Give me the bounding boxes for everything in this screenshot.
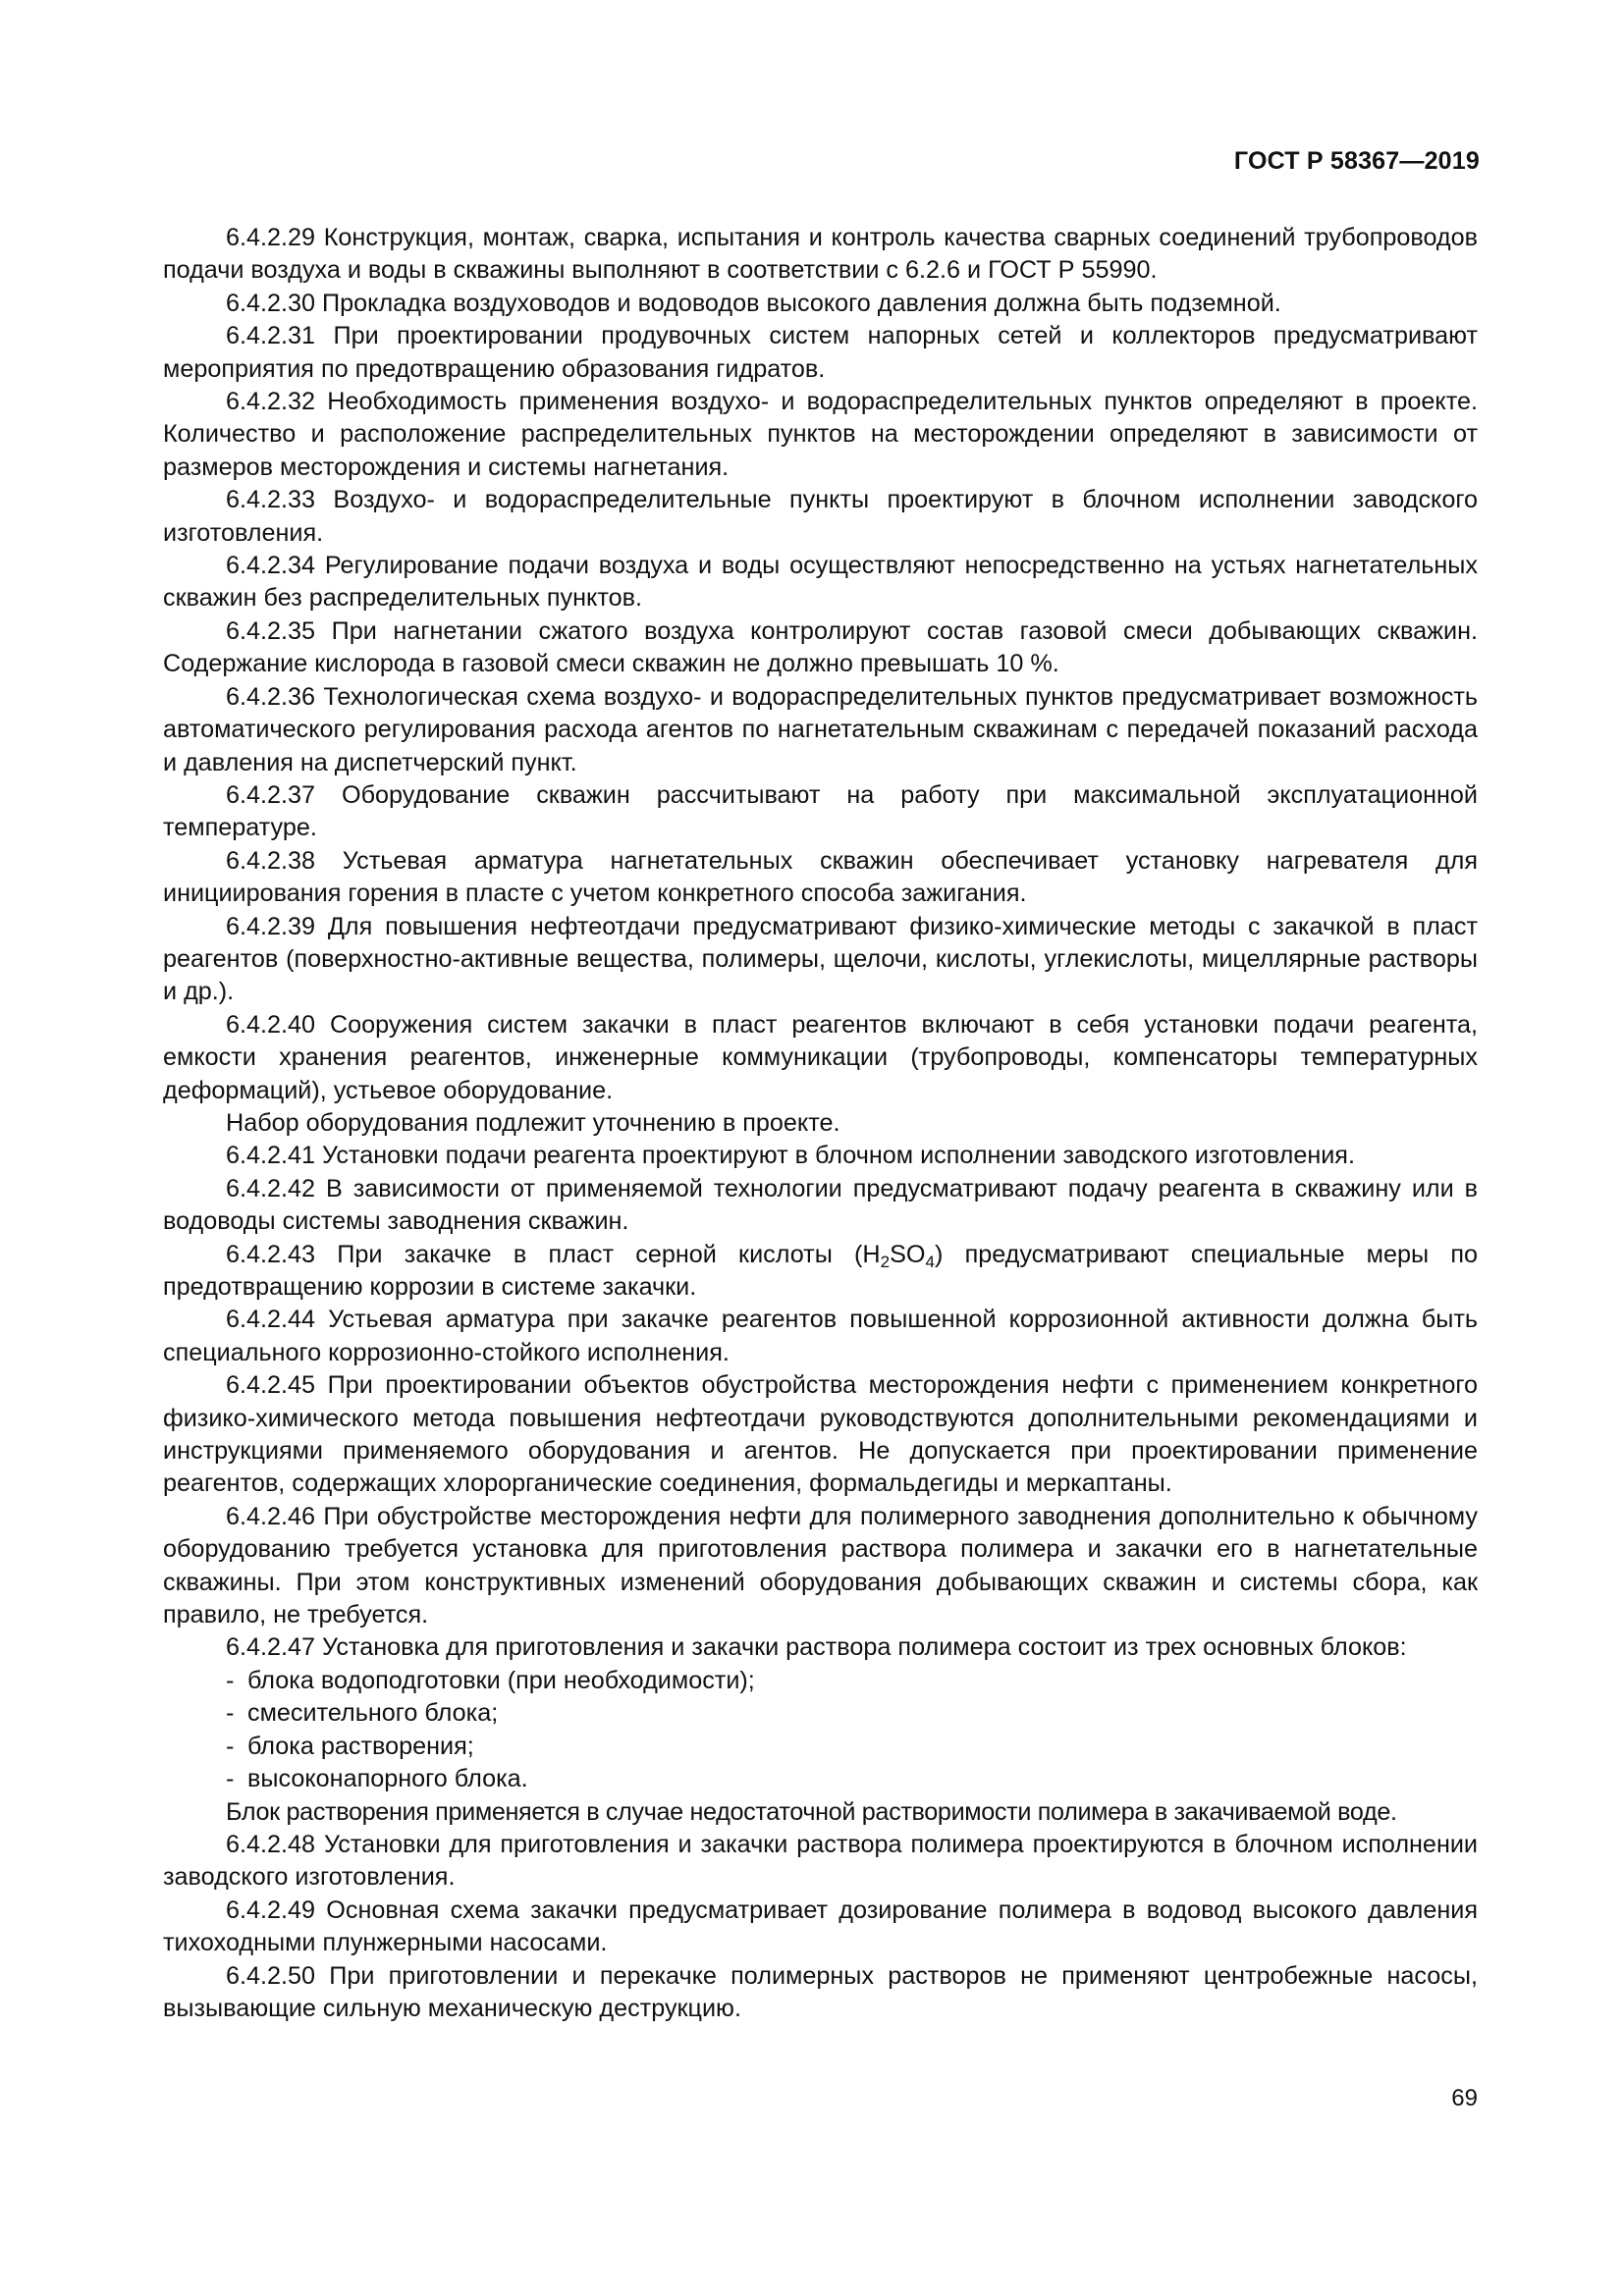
list-item-text: высоконапорного блока. xyxy=(247,1765,528,1793)
paragraph-6-4-2-31: 6.4.2.31 При проектировании продувочных систем напорных сетей и коллекторов предусматривают мероприятия по предотвращению образования гидратов. xyxy=(163,322,1478,383)
paragraph-6-4-2-35: 6.4.2.35 При нагнетании сжатого воздуха контролируют состав газовой смеси добывающих скважин. Содержание кислорода в газовой смеси скважин не должно превышать 10 %. xyxy=(163,616,1478,678)
paragraph-6-4-2-47: 6.4.2.47 Установка для приготовления и закачки раствора полимера состоит из трех основных блоков: xyxy=(226,1633,1407,1662)
paragraph-equipment-set-note: Набор оборудования подлежит уточнению в проекте. xyxy=(226,1108,840,1137)
paragraph-dissolution-block-note: Блок растворения применяется в случае недостаточной растворимости полимера в закачиваемой воде. xyxy=(226,1797,1397,1826)
paragraph-6-4-2-40: 6.4.2.40 Сооружения систем закачки в пласт реагентов включают в себя установки подачи реагента, емкости хранения реагентов, инженерные коммуникации (трубопроводы, компенсаторы температурных деформаций), устьевое оборудование. xyxy=(163,1010,1478,1104)
list-item xyxy=(163,1731,1478,1763)
paragraph-6-4-2-34: 6.4.2.34 Регулирование подачи воздуха и воды осуществляют непосредственно на устьях нагнетательных скважин без распределительных пунктов. xyxy=(163,552,1478,613)
paragraph-6-4-2-43 xyxy=(163,1239,1478,1305)
paragraph-6-4-2-30: 6.4.2.30 Прокладка воздуховодов и водоводов высокого давления должна быть подземной. xyxy=(226,289,1281,317)
list-dash: - xyxy=(226,1732,235,1760)
list-dash: - xyxy=(226,1666,235,1694)
list-item-text: блока водоподготовки (при необходимости); xyxy=(247,1666,755,1694)
list-dash: - xyxy=(226,1699,235,1728)
paragraph-6-4-2-37: 6.4.2.37 Оборудование скважин рассчитывают на работу при максимальной эксплуатационной температуре. xyxy=(163,780,1478,842)
document-body xyxy=(163,222,1478,2025)
paragraph-6-4-2-45: 6.4.2.45 При проектировании объектов обустройства месторождения нефти с применением конкретного физико-химического метода повышения нефтеотдачи руководствуются дополнительными рекомендациями и инструкциями применяемого оборудования и агентов. Не допускается при проектировании применение реагентов, содержащих хлорорганические соединения, формальдегиды и меркаптаны. xyxy=(163,1371,1478,1498)
paragraph-6-4-2-36: 6.4.2.36 Технологическая схема воздухо- и водораспределительных пунктов предусматривает возможность автоматического регулирования расхода агентов по нагнетательным скважинам с передачей показаний расхода и давления на диспетчерский пункт. xyxy=(163,682,1478,776)
paragraph-6-4-2-42: 6.4.2.42 В зависимости от применяемой технологии предусматривают подачу реагента в скважину или в водоводы системы заводнения скважин. xyxy=(163,1174,1478,1236)
sulfuric-text-after: ) предусматривают специальные меры по предотвращению коррозии в системе закачки. xyxy=(163,1240,1478,1301)
list-item xyxy=(163,1697,1478,1730)
list-item xyxy=(163,1665,1478,1697)
paragraph-6-4-2-38: 6.4.2.38 Устьевая арматура нагнетательных скважин обеспечивает установку нагревателя для инициирования горения в пласте с учетом конкретного способа зажигания. xyxy=(163,846,1478,908)
paragraph-6-4-2-44: 6.4.2.44 Устьевая арматура при закачке реагентов повышенной коррозионной активности должна быть специального коррозионно-стойкого исполнения. xyxy=(163,1306,1478,1366)
paragraph-6-4-2-41: 6.4.2.41 Установки подачи реагента проектируют в блочном исполнении заводского изготовления. xyxy=(226,1142,1355,1170)
list-item xyxy=(163,1763,1478,1795)
paragraph-6-4-2-48: 6.4.2.48 Установки для приготовления и закачки раствора полимера проектируются в блочном исполнении заводского изготовления. xyxy=(163,1830,1478,1892)
sulfuric-subscript-4: 4 xyxy=(925,1252,935,1271)
paragraph-6-4-2-29: 6.4.2.29 Конструкция, монтаж, сварка, испытания и контроль качества сварных соединений трубопроводов подачи воздуха и воды в скважины выполняют в соответствии с 6.2.6 и ГОСТ Р 55990. xyxy=(163,224,1478,285)
page-header-standard-code: ГОСТ Р 58367—2019 xyxy=(1233,147,1480,175)
paragraph-6-4-2-49: 6.4.2.49 Основная схема закачки предусматривает дозирование полимера в водовод высокого давления тихоходными плунжерными насосами. xyxy=(163,1896,1478,1957)
sulfuric-text-before: 6.4.2.43 При закачке в пласт серной кислоты (H xyxy=(226,1240,881,1268)
paragraph-6-4-2-33: 6.4.2.33 Воздухо- и водораспределительные пункты проектируют в блочном исполнении заводского изготовления. xyxy=(163,486,1478,547)
list-item-text: смесительного блока; xyxy=(247,1699,499,1728)
page-number: 69 xyxy=(1451,2085,1478,2111)
list-dash: - xyxy=(226,1765,235,1793)
paragraph-6-4-2-39: 6.4.2.39 Для повышения нефтеотдачи предусматривают физико-химические методы с закачкой в пласт реагентов (поверхностно-активные вещества, полимеры, щелочи, кислоты, углекислоты, мицеллярные растворы и др.). xyxy=(163,912,1478,1006)
sulfuric-text-so: SO xyxy=(890,1240,926,1268)
paragraph-6-4-2-50: 6.4.2.50 При приготовлении и перекачке полимерных растворов не применяют центробежные насосы, вызывающие сильную механическую деструкцию. xyxy=(163,1961,1478,2022)
paragraph-6-4-2-46: 6.4.2.46 При обустройстве месторождения нефти для полимерного заводнения дополнительно к обычному оборудованию требуется установка для приготовления раствора полимера и закачки его в нагнетательные скважины. При этом конструктивных изменений оборудования добывающих скважин и системы сбора, как правило, не требуется. xyxy=(163,1502,1478,1629)
paragraph-6-4-2-32: 6.4.2.32 Необходимость применения воздухо- и водораспределительных пунктов определяют в проекте. Количество и расположение распределительных пунктов на месторождении определяют в зависимости от размеров месторождения и системы нагнетания. xyxy=(163,388,1478,481)
list-item-text: блока растворения; xyxy=(247,1732,474,1760)
sulfuric-subscript-2: 2 xyxy=(880,1252,891,1271)
